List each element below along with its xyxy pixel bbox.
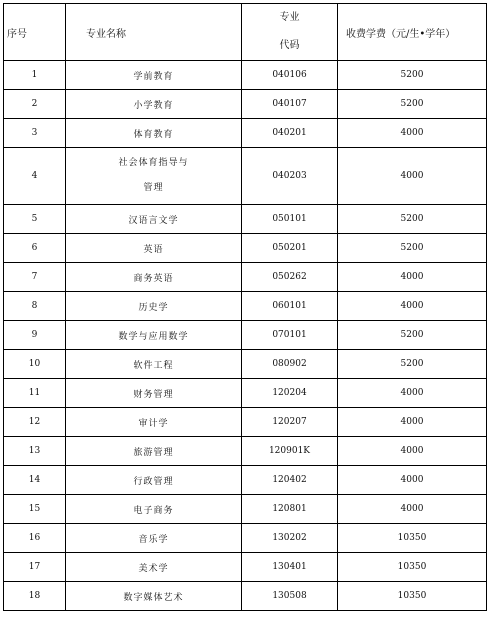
cell-tuition-fee: 4000 xyxy=(338,466,487,495)
cell-major-name: 旅游管理 xyxy=(66,437,242,466)
cell-major-name: 数学与应用数学 xyxy=(66,321,242,350)
tuition-table xyxy=(3,3,487,611)
cell-index: 15 xyxy=(4,495,66,524)
cell-tuition-fee: 4000 xyxy=(338,263,487,292)
header-code-line1: 专业 xyxy=(279,12,300,23)
table-row xyxy=(4,466,487,495)
cell-index: 7 xyxy=(4,263,66,292)
table-row xyxy=(4,61,487,90)
cell-tuition-fee: 5200 xyxy=(338,90,487,119)
cell-tuition-fee: 5200 xyxy=(338,350,487,379)
header-tuition-fee: 收费学费（元/生•学年） xyxy=(338,4,487,61)
cell-index: 17 xyxy=(4,553,66,582)
cell-major-code: 060101 xyxy=(242,292,338,321)
cell-major-name-line2: 管理 xyxy=(143,183,164,193)
cell-major-name: 英语 xyxy=(66,234,242,263)
cell-major-name: 财务管理 xyxy=(66,379,242,408)
cell-major-name: 音乐学 xyxy=(66,524,242,553)
cell-major-name: 商务英语 xyxy=(66,263,242,292)
cell-tuition-fee: 4000 xyxy=(338,408,487,437)
cell-index: 4 xyxy=(4,148,66,205)
cell-tuition-fee: 10350 xyxy=(338,524,487,553)
cell-index: 5 xyxy=(4,205,66,234)
cell-major-code: 040203 xyxy=(242,148,338,205)
cell-major-code: 120801 xyxy=(242,495,338,524)
cell-index: 2 xyxy=(4,90,66,119)
cell-major-code: 120901K xyxy=(242,437,338,466)
table-row xyxy=(4,148,487,205)
table-row xyxy=(4,524,487,553)
cell-major-name: 电子商务 xyxy=(66,495,242,524)
cell-major-name: 小学教育 xyxy=(66,90,242,119)
header-index: 序号 xyxy=(4,4,66,61)
cell-index: 11 xyxy=(4,379,66,408)
table-header-row xyxy=(4,4,487,61)
cell-tuition-fee: 4000 xyxy=(338,437,487,466)
cell-index: 16 xyxy=(4,524,66,553)
cell-index: 10 xyxy=(4,350,66,379)
cell-index: 3 xyxy=(4,119,66,148)
cell-major-name: 美术学 xyxy=(66,553,242,582)
cell-major-name xyxy=(66,148,242,205)
table-row xyxy=(4,292,487,321)
cell-major-code: 120204 xyxy=(242,379,338,408)
header-major-code xyxy=(242,4,338,61)
header-code-line2: 代码 xyxy=(279,40,300,51)
cell-major-code: 050201 xyxy=(242,234,338,263)
cell-major-name: 汉语言文学 xyxy=(66,205,242,234)
header-major-name: 专业名称 xyxy=(66,4,242,61)
cell-tuition-fee: 10350 xyxy=(338,553,487,582)
cell-major-code: 130508 xyxy=(242,582,338,611)
cell-tuition-fee: 4000 xyxy=(338,148,487,205)
table-row xyxy=(4,90,487,119)
cell-index: 9 xyxy=(4,321,66,350)
table-row xyxy=(4,321,487,350)
table-row xyxy=(4,495,487,524)
table-row xyxy=(4,263,487,292)
cell-major-code: 070101 xyxy=(242,321,338,350)
cell-major-name-line1: 社会体育指导与 xyxy=(118,158,189,168)
cell-tuition-fee: 5200 xyxy=(338,61,487,90)
cell-major-code: 040107 xyxy=(242,90,338,119)
cell-major-name: 历史学 xyxy=(66,292,242,321)
cell-index: 12 xyxy=(4,408,66,437)
cell-index: 6 xyxy=(4,234,66,263)
cell-major-code: 050262 xyxy=(242,263,338,292)
cell-major-name: 体育教育 xyxy=(66,119,242,148)
cell-index: 14 xyxy=(4,466,66,495)
cell-tuition-fee: 4000 xyxy=(338,379,487,408)
cell-major-code: 080902 xyxy=(242,350,338,379)
cell-major-code: 130401 xyxy=(242,553,338,582)
cell-major-code: 050101 xyxy=(242,205,338,234)
cell-index: 1 xyxy=(4,61,66,90)
cell-tuition-fee: 5200 xyxy=(338,205,487,234)
cell-tuition-fee: 4000 xyxy=(338,495,487,524)
cell-index: 13 xyxy=(4,437,66,466)
table-row xyxy=(4,553,487,582)
cell-index: 8 xyxy=(4,292,66,321)
table-row xyxy=(4,350,487,379)
cell-tuition-fee: 4000 xyxy=(338,119,487,148)
table-row xyxy=(4,408,487,437)
cell-major-code: 120207 xyxy=(242,408,338,437)
cell-major-code: 040201 xyxy=(242,119,338,148)
cell-major-name: 软件工程 xyxy=(66,350,242,379)
cell-tuition-fee: 4000 xyxy=(338,292,487,321)
table-row xyxy=(4,379,487,408)
cell-major-code: 130202 xyxy=(242,524,338,553)
table-row xyxy=(4,205,487,234)
cell-major-name: 学前教育 xyxy=(66,61,242,90)
tuition-table-container xyxy=(3,3,487,611)
cell-index: 18 xyxy=(4,582,66,611)
table-row xyxy=(4,234,487,263)
cell-major-name: 数字媒体艺术 xyxy=(66,582,242,611)
cell-tuition-fee: 5200 xyxy=(338,321,487,350)
cell-major-name: 行政管理 xyxy=(66,466,242,495)
cell-tuition-fee: 10350 xyxy=(338,582,487,611)
cell-major-code: 120402 xyxy=(242,466,338,495)
table-row xyxy=(4,582,487,611)
cell-tuition-fee: 5200 xyxy=(338,234,487,263)
table-row xyxy=(4,437,487,466)
cell-major-name: 审计学 xyxy=(66,408,242,437)
cell-major-code: 040106 xyxy=(242,61,338,90)
table-row xyxy=(4,119,487,148)
